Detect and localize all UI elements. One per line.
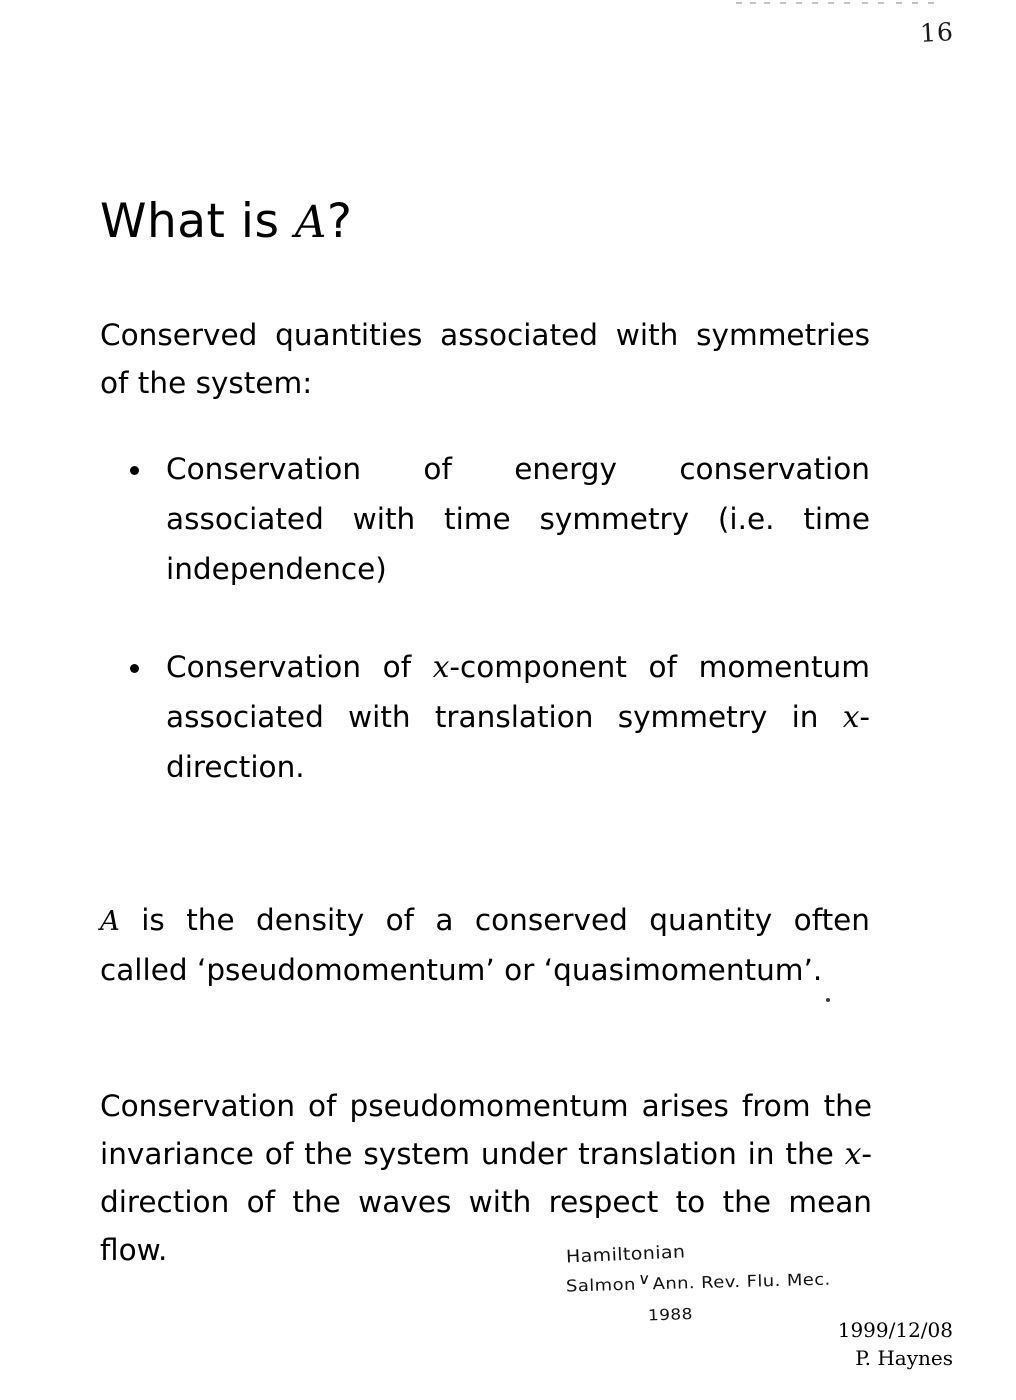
list-item <box>100 444 870 594</box>
page-title-prefix: What is <box>100 194 295 250</box>
page-number: 16 <box>919 17 955 48</box>
list-item-text-part3: -direction. <box>166 700 870 784</box>
scan-artifact-marks <box>736 2 946 8</box>
pseudomomentum-paragraph-text: is the density of a conserved quantity often called ‘pseudomomentum’ or ‘quasimomentum’. <box>100 902 870 987</box>
bullet-dot-icon <box>130 466 139 475</box>
conservation-text-part1: Conservation of pseudomomentum arises from the invariance of the system under translation in the <box>100 1088 872 1171</box>
annotation-line-year: 1988 <box>647 1305 694 1326</box>
page-title-symbol: A <box>294 197 327 249</box>
math-variable-x: x <box>844 1136 862 1171</box>
page-title <box>100 194 352 249</box>
list-item-text-part2: -component of momentum associated with translation symmetry in <box>166 650 870 734</box>
page-title-suffix: ? <box>326 194 353 250</box>
list-item-text-part1: Conservation of <box>166 650 433 684</box>
math-variable-x: x <box>842 700 860 734</box>
bullet-list <box>100 444 870 792</box>
conservation-text-part2: -direction of the waves with respect to the mean flow. <box>100 1136 872 1267</box>
handwritten-annotation <box>565 1241 831 1326</box>
annotation-caret-icon: ∨ <box>637 1270 651 1289</box>
pseudomomentum-paragraph <box>100 896 870 994</box>
annotation-journal: Ann. Rev. Flu. Mec. <box>652 1270 831 1294</box>
page-footer <box>838 1316 953 1372</box>
list-item <box>100 642 870 792</box>
math-variable-x: x <box>432 650 450 684</box>
intro-paragraph: Conserved quantities associated with symmetries of the system: <box>100 317 870 400</box>
list-item-text: Conservation of energy conservation associated with time symmetry (i.e. time independence) <box>166 452 870 586</box>
annotation-author: Salmon <box>565 1275 637 1296</box>
annotation-line-hamiltonian: Hamiltonian <box>565 1241 686 1268</box>
calligraphic-a-symbol: A <box>100 905 120 937</box>
footer-date: 1999/12/08 <box>837 1318 953 1342</box>
bullet-dot-icon <box>130 664 139 673</box>
annotation-line-reference <box>566 1272 831 1295</box>
footer-author: P. Haynes <box>855 1346 953 1370</box>
scan-speck <box>826 998 830 1002</box>
